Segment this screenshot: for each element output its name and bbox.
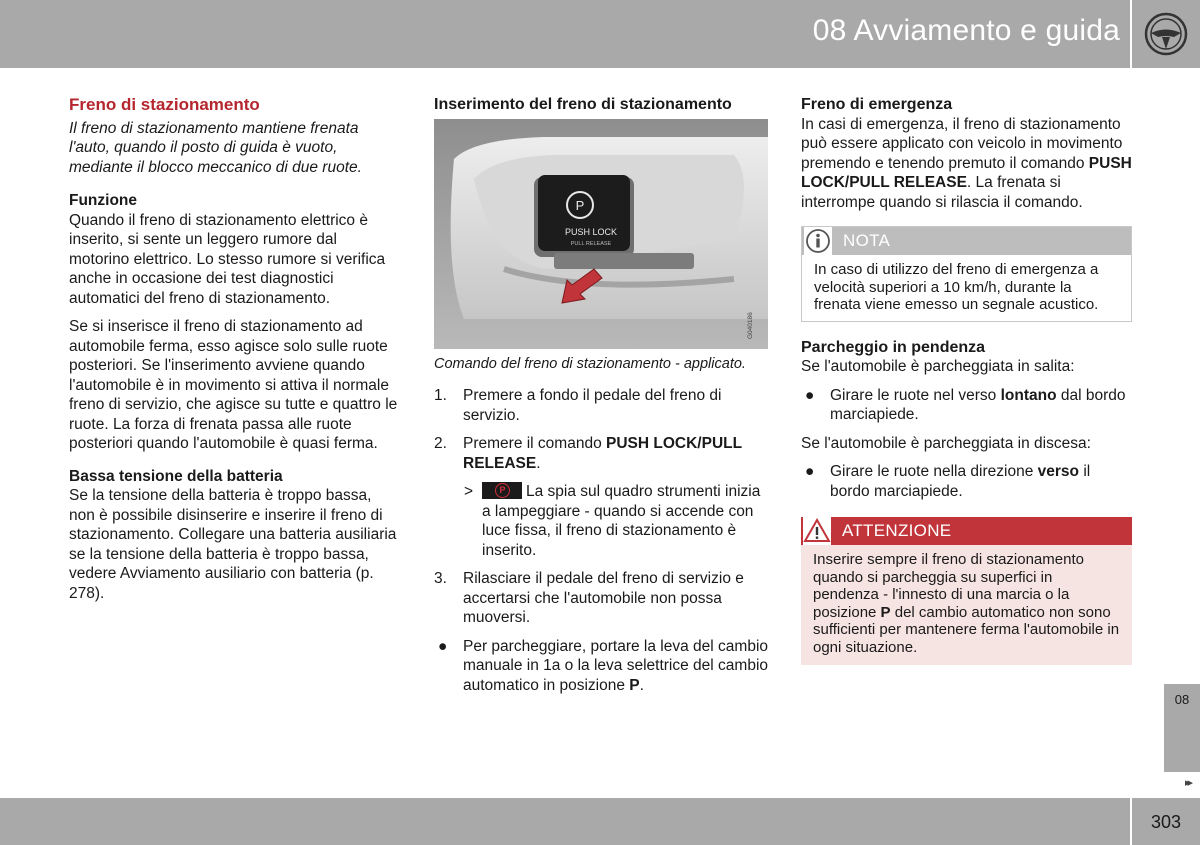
list-item xyxy=(434,386,768,425)
step-text-end: . xyxy=(536,454,541,472)
figure-code: G040186 xyxy=(747,311,754,339)
bullet-item xyxy=(801,462,1132,501)
section-lead: Il freno di stazionamento mantiene frenata l'auto, quando il posto di guida è vuoto, mediante il blocco meccanico di due ruote. xyxy=(69,119,362,176)
paragraph-discesa: Se l'automobile è parcheggiata in discesa: xyxy=(801,434,1091,452)
warning-body xyxy=(801,545,1132,665)
paragraph-salita: Se l'automobile è parcheggiata in salita: xyxy=(801,358,1075,375)
subheading-batteria: Bassa tensione della batteria xyxy=(69,467,283,485)
bullet-item xyxy=(434,637,768,696)
paragraph-text-bold: PUSH LOCK/PULL RELEASE xyxy=(801,154,1132,191)
subheading-funzione: Funzione xyxy=(69,192,138,209)
note-title: NOTA xyxy=(843,231,891,250)
bullet-text-end: dal bordo marciapiede. xyxy=(830,386,1126,423)
chapter-icon-box xyxy=(1132,0,1200,68)
section-title: Freno di stazionamento xyxy=(69,95,260,114)
paragraph-batteria: Se la tensione della batteria è troppo bassa, non è possibile disinserire e inserire il freno di stazionamento. Collegare una batteria ausiliaria se la tensione della batteria è troppo bassa, vedere Avviamento ausiliario con batteria (p. 278). xyxy=(69,487,397,602)
list-item xyxy=(434,434,768,473)
step-text-bold: PUSH LOCK/PULL RELEASE xyxy=(463,435,742,472)
step-text: Premere il comando xyxy=(463,435,607,452)
column-right xyxy=(801,95,1132,665)
bullet-text-end: il bordo marciapiede. xyxy=(830,463,1091,500)
chapter-tab-label: 08 xyxy=(1174,692,1190,707)
subheading-emergenza: Freno di emergenza xyxy=(801,96,953,113)
warning-text-bold: P xyxy=(880,603,891,621)
step-number: 3. xyxy=(434,570,447,587)
parking-brake-warning-icon: P xyxy=(482,482,522,499)
subheading-pendenza: Parcheggio in pendenza xyxy=(801,338,986,356)
bullet-text: Girare le ruote nel verso xyxy=(830,386,1001,404)
step-text: Premere a fondo il pedale del freno di servizio. xyxy=(463,387,722,424)
subheading-inserimento: Inserimento del freno di stazionamento xyxy=(434,96,732,113)
page-header xyxy=(0,0,1130,68)
paragraph-text: In casi di emergenza, il freno di stazionamento può essere applicato con veicolo in movimento premendo e tenendo premuto il comando xyxy=(801,115,1123,172)
bullet-text-end: . xyxy=(639,676,644,694)
paragraph-emergenza xyxy=(801,115,1132,213)
warning-header xyxy=(801,517,1132,545)
step-number: 1. xyxy=(434,387,447,404)
page-footer xyxy=(0,798,1130,845)
bullet-item xyxy=(801,386,1132,425)
figure-button-subtext: PULL RELEASE xyxy=(570,240,612,247)
list-item xyxy=(434,569,768,628)
column-left xyxy=(69,95,399,612)
bullet-text-bold: lontano xyxy=(1000,386,1057,404)
note-box xyxy=(801,226,1132,322)
warning-text: Inserire sempre il freno di stazionamento quando si parcheggia su superfici in pendenza - l'innesto di una marcia o la posizione xyxy=(813,551,1084,621)
note-header xyxy=(802,227,1131,255)
warning-triangle-icon xyxy=(803,517,831,545)
next-page-arrow-icon: ▸▸ xyxy=(1185,777,1191,789)
bullet-dot: ● xyxy=(438,637,448,655)
parking-brake-illustration xyxy=(434,119,768,349)
warning-box xyxy=(801,517,1132,665)
warning-text-end: del cambio automatico non sono sufficienti per mantenere ferma l'automobile in ogni situazione. xyxy=(813,603,1120,656)
step-number: 2. xyxy=(434,435,447,452)
page-number: 303 xyxy=(1150,812,1182,832)
info-icon xyxy=(804,227,832,255)
svg-text:P: P xyxy=(575,197,585,213)
figure-caption: Comando del freno di stazionamento - applicato. xyxy=(434,355,746,372)
bullet-dot: ● xyxy=(805,386,815,404)
result-marker: > xyxy=(464,483,474,500)
step-text: Rilasciare il pedale del freno di servizio e accertarsi che l'automobile non possa muoversi. xyxy=(463,570,744,626)
parking-brake-figure xyxy=(434,119,768,349)
bullet-dot: ● xyxy=(805,463,815,480)
note-body: In caso di utilizzo del freno di emergenza a velocità superiori a 10 km/h, durante la frenata viene emesso un segnale acustico. xyxy=(814,261,1099,313)
steps-list xyxy=(434,386,768,473)
warning-title: ATTENZIONE xyxy=(842,521,952,540)
paragraph-funzione-1: Quando il freno di stazionamento elettrico è inserito, si sente un leggero rumore dal motorino elettrico. Lo stesso rumore si verifica anche in occasione dei test diagnostici automatici del freno di stazionamento. xyxy=(69,211,386,307)
bullet-text: Girare le ruote nella direzione xyxy=(830,463,1038,480)
bullet-text-bold: verso xyxy=(1037,463,1080,480)
paragraph-funzione-2: Se si inserisce il freno di stazionamento ad automobile ferma, esso agisce solo sulle ruote posteriori. Se l'inserimento avviene quando l'automobile è in movimento si attiva il normale freno di servizio, che agisce su tutte e quattro le ruote. La forza di frenata passa alle ruote posteriori quando l'automobile è quasi ferma. xyxy=(69,318,398,452)
column-middle xyxy=(434,95,768,704)
chapter-title: 08 Avviamento e guida xyxy=(812,14,1120,47)
result-text: La spia sul quadro strumenti inizia a lampeggiare - quando si accende con luce fissa, il freno di stazionamento è inserito. xyxy=(482,483,761,559)
bullet-text: Per parcheggiare, portare la leva del cambio manuale in 1a o la leva selettrice del cambio automatico in posizione xyxy=(463,637,769,694)
steering-wheel-icon xyxy=(1132,0,1200,68)
paragraph-text-end: . La frenata si interrompe quando si rilascia il comando. xyxy=(801,174,1083,211)
step-result xyxy=(434,482,768,560)
bullet-text-bold: P xyxy=(629,676,640,694)
figure-button-text: PUSH LOCK xyxy=(564,226,618,237)
steps-list-continued xyxy=(434,569,768,628)
